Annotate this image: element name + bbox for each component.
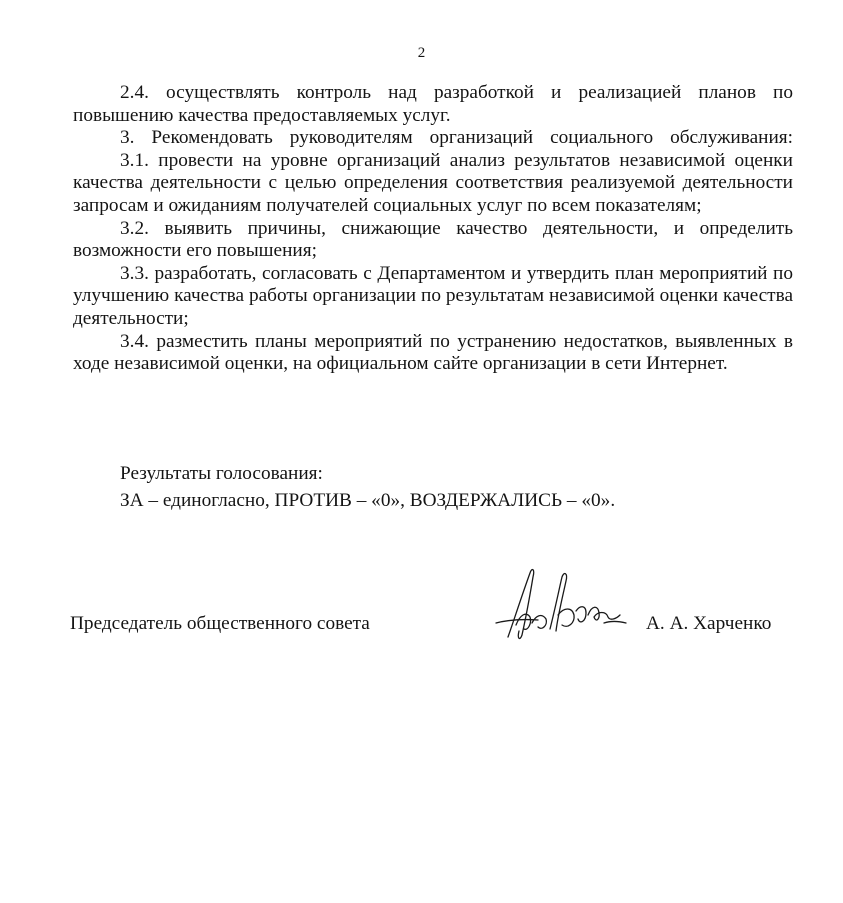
voting-result: ЗА – единогласно, ПРОТИВ – «0», ВОЗДЕРЖАЛИСЬ – «0». bbox=[120, 489, 616, 511]
paragraph-3: 3. Рекомендовать руководителям организаций социального обслуживания: bbox=[120, 127, 793, 149]
paragraph-2-4: 2.4. осуществлять контроль над разработкой и реализацией планов по повышению качества предоставляемых услуг. bbox=[73, 82, 793, 126]
voting-results bbox=[120, 463, 615, 512]
paragraph-3-1: 3.1. провести на уровне организаций анализ результатов независимой оценки качества деятельности с целью определения соответствия реализуемой деятельности запросам и ожиданиям получателей социальных услуг по всем показателям; bbox=[73, 149, 793, 216]
chair-title: Председатель общественного совета bbox=[70, 613, 370, 634]
voting-heading: Результаты голосования: bbox=[120, 463, 323, 484]
document-body bbox=[73, 82, 793, 376]
handwritten-signature bbox=[486, 565, 636, 655]
paragraph-3-4: 3.4. разместить планы мероприятий по устранению недостатков, выявленных в ходе независимой оценки, на официальном сайте организации в сети Интернет. bbox=[73, 330, 793, 375]
paragraph-3-2: 3.2. выявить причины, снижающие качество деятельности, и определить возможности его повышения; bbox=[73, 217, 793, 262]
paragraph-3-3: 3.3. разработать, согласовать с Департаментом и утвердить план мероприятий по улучшению качества работы организации по результатам независимой оценки качества деятельности; bbox=[73, 262, 793, 329]
chair-name: А. А. Харченко bbox=[646, 613, 772, 634]
page-number: 2 bbox=[417, 45, 426, 61]
